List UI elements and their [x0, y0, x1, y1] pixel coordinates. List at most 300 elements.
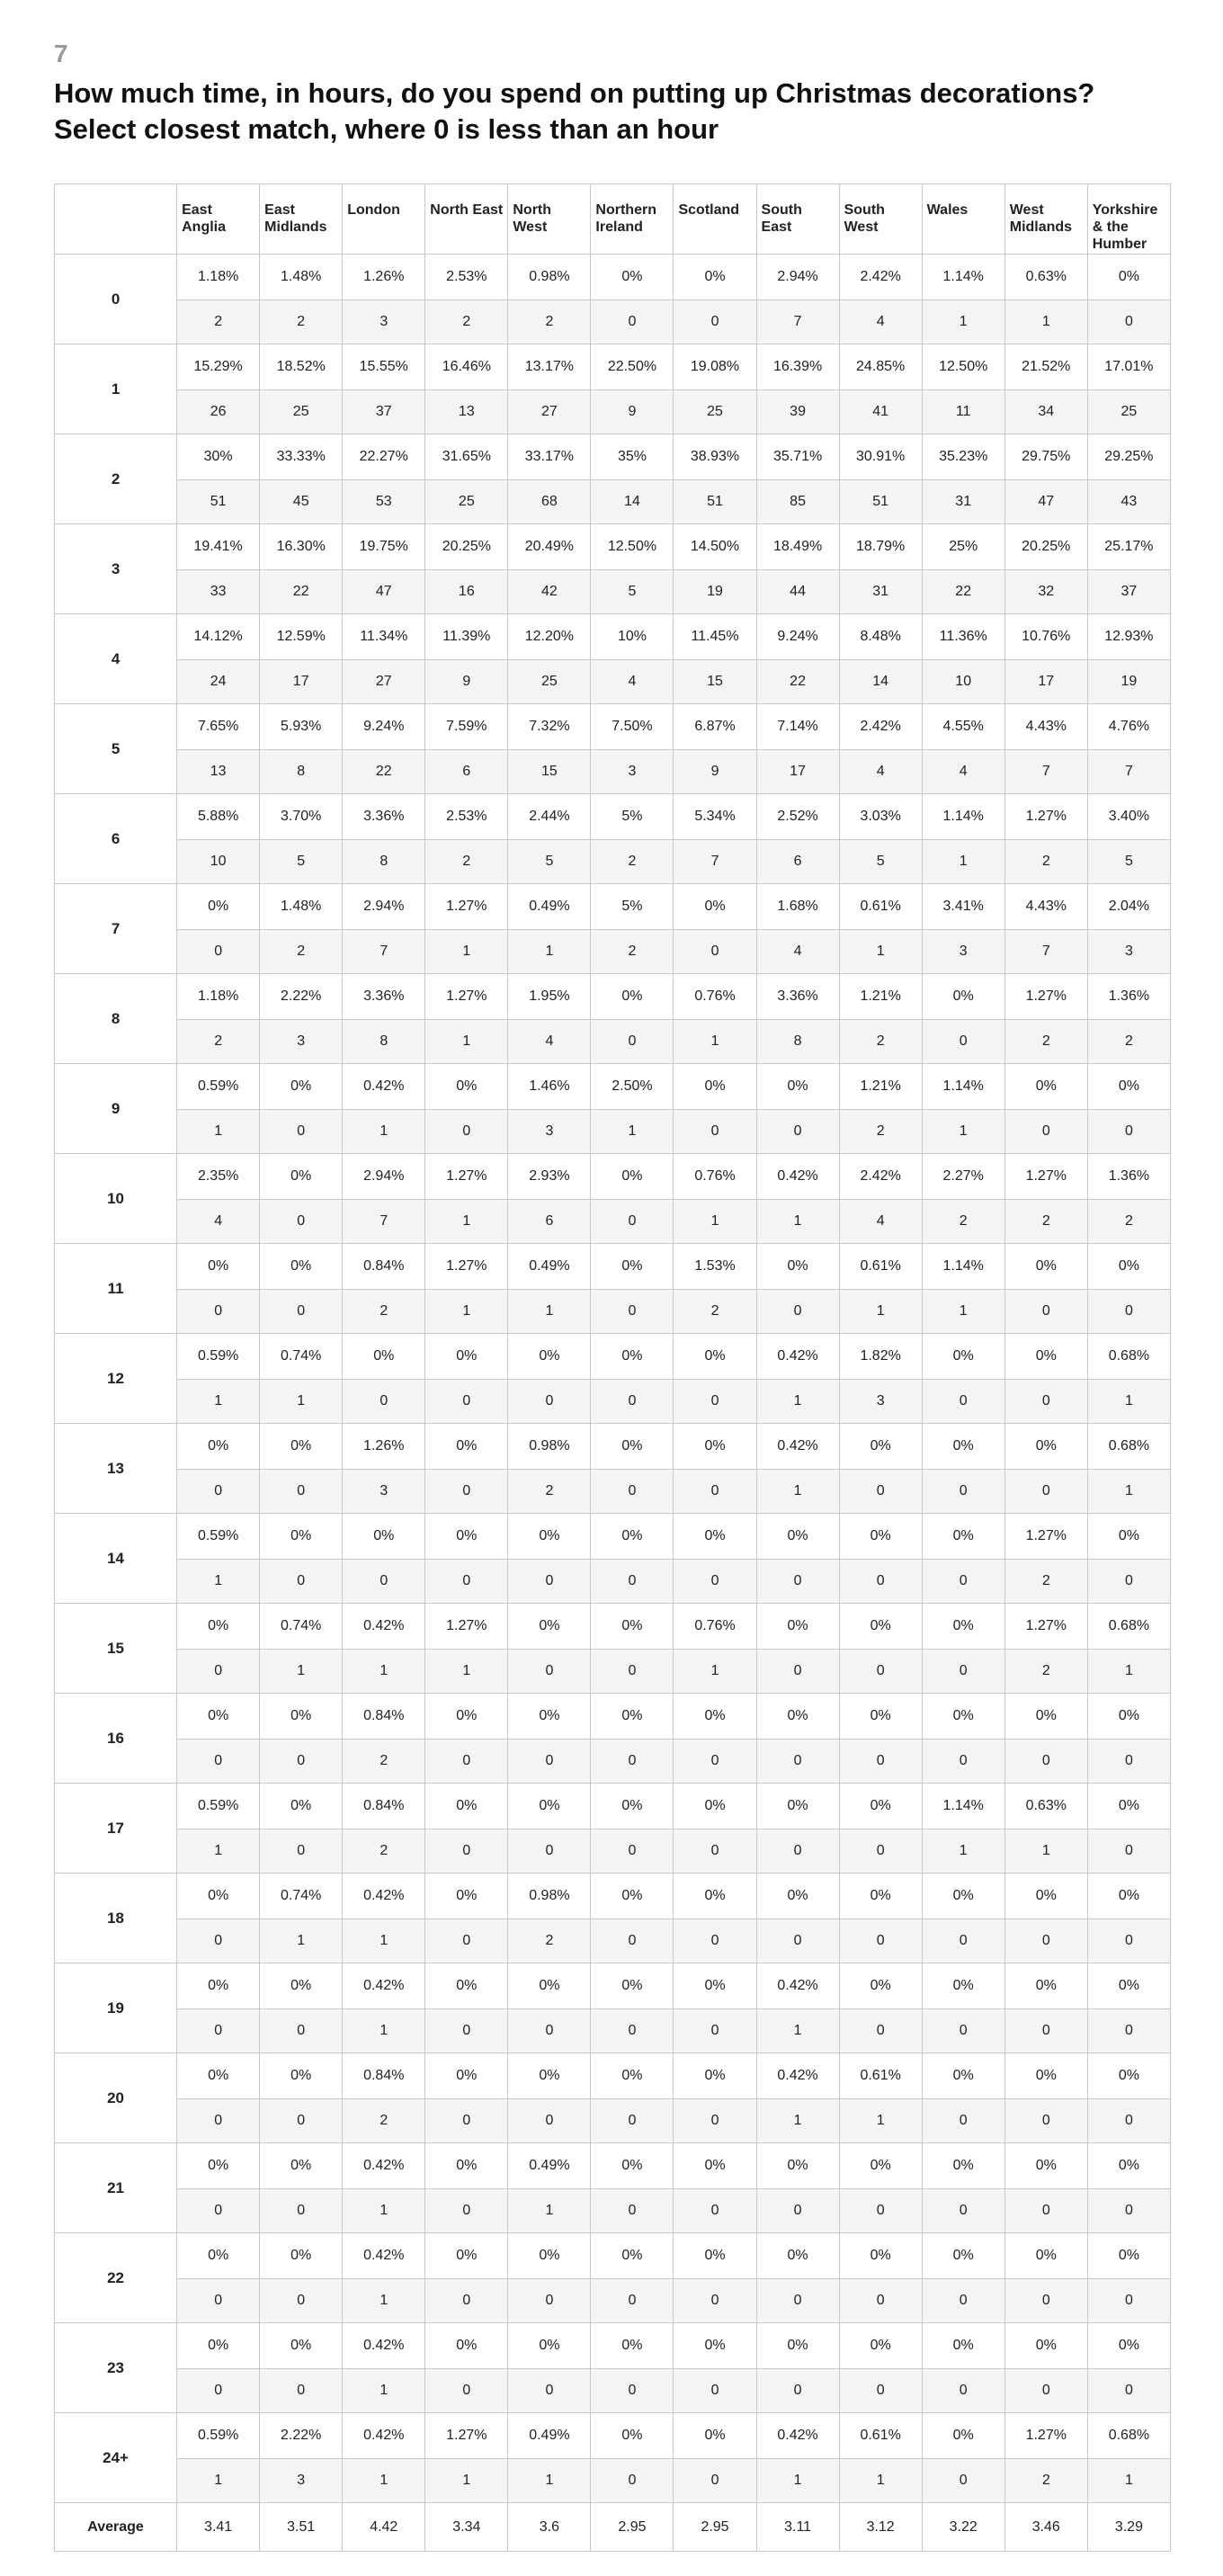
percent-cell: 0% — [756, 2323, 839, 2369]
percent-cell: 1.27% — [425, 1244, 508, 1290]
percent-cell: 0% — [839, 1694, 922, 1740]
percent-cell: 0% — [1004, 1424, 1087, 1470]
table-row — [55, 1110, 1171, 1154]
count-cell: 1 — [839, 2459, 922, 2503]
table-row — [55, 480, 1171, 524]
count-cell: 0 — [839, 1740, 922, 1784]
percent-cell: 0% — [591, 1424, 674, 1470]
percent-cell: 1.14% — [922, 1064, 1004, 1110]
percent-cell: 0% — [260, 1244, 343, 1290]
percent-cell: 1.48% — [260, 884, 343, 930]
table-row — [55, 794, 1171, 840]
count-cell: 0 — [674, 2009, 756, 2053]
percent-cell: 12.93% — [1087, 614, 1170, 660]
percent-cell: 0% — [591, 2053, 674, 2099]
count-cell: 0 — [177, 1740, 260, 1784]
count-cell: 0 — [922, 1650, 1004, 1694]
count-cell: 0 — [922, 1380, 1004, 1424]
percent-cell: 0% — [425, 1334, 508, 1380]
percent-cell: 0% — [260, 1424, 343, 1470]
count-cell: 0 — [922, 2369, 1004, 2413]
count-cell: 0 — [1004, 1740, 1087, 1784]
percent-cell: 0% — [177, 1604, 260, 1650]
count-cell: 1 — [756, 1200, 839, 1244]
count-cell: 24 — [177, 660, 260, 704]
table-row — [55, 1290, 1171, 1334]
table-row — [55, 1874, 1171, 1919]
count-cell: 0 — [839, 1919, 922, 1963]
percent-cell: 2.53% — [425, 255, 508, 300]
percent-cell: 0% — [839, 2143, 922, 2189]
count-cell: 10 — [922, 660, 1004, 704]
count-cell: 5 — [591, 570, 674, 614]
percent-cell: 19.08% — [674, 344, 756, 390]
percent-cell: 0% — [591, 1874, 674, 1919]
count-cell: 2 — [1087, 1200, 1170, 1244]
percent-cell: 1.48% — [260, 255, 343, 300]
count-cell: 7 — [756, 300, 839, 344]
row-label: 8 — [55, 974, 177, 1064]
count-cell: 1 — [343, 2369, 425, 2413]
count-cell: 0 — [839, 2189, 922, 2233]
percent-cell: 1.27% — [1004, 1514, 1087, 1560]
column-header: South East — [756, 184, 839, 255]
percent-cell: 1.21% — [839, 974, 922, 1020]
percent-cell: 1.27% — [425, 1604, 508, 1650]
count-cell: 0 — [425, 2189, 508, 2233]
percent-cell: 6.87% — [674, 704, 756, 750]
count-cell: 0 — [508, 2279, 591, 2323]
count-cell: 14 — [591, 480, 674, 524]
percent-cell: 2.27% — [922, 1154, 1004, 1200]
count-cell: 1 — [839, 1290, 922, 1334]
percent-cell: 14.12% — [177, 614, 260, 660]
count-cell: 3 — [260, 2459, 343, 2503]
table-row — [55, 524, 1171, 570]
percent-cell: 35.71% — [756, 434, 839, 480]
percent-cell: 0% — [674, 884, 756, 930]
count-cell: 0 — [756, 1919, 839, 1963]
count-cell: 0 — [425, 2279, 508, 2323]
percent-cell: 0% — [508, 1784, 591, 1829]
percent-cell: 0% — [260, 1963, 343, 2009]
row-label: 14 — [55, 1514, 177, 1604]
percent-cell: 0% — [674, 255, 756, 300]
percent-cell: 0% — [922, 974, 1004, 1020]
count-cell: 0 — [177, 2189, 260, 2233]
percent-cell: 1.27% — [1004, 2413, 1087, 2459]
percent-cell: 25% — [922, 524, 1004, 570]
percent-cell: 2.22% — [260, 2413, 343, 2459]
percent-cell: 0.49% — [508, 2413, 591, 2459]
percent-cell: 0% — [756, 1694, 839, 1740]
percent-cell: 2.42% — [839, 704, 922, 750]
count-cell: 0 — [1087, 1829, 1170, 1874]
count-cell: 1 — [922, 1829, 1004, 1874]
count-cell: 0 — [591, 1560, 674, 1604]
percent-cell: 19.41% — [177, 524, 260, 570]
percent-cell: 0.98% — [508, 255, 591, 300]
percent-cell: 1.95% — [508, 974, 591, 1020]
percent-cell: 11.36% — [922, 614, 1004, 660]
row-label: 17 — [55, 1784, 177, 1874]
count-cell: 1 — [177, 1829, 260, 1874]
count-cell: 1 — [1087, 2459, 1170, 2503]
percent-cell: 0% — [839, 1784, 922, 1829]
count-cell: 0 — [1087, 1290, 1170, 1334]
count-cell: 0 — [674, 1470, 756, 1514]
count-cell: 0 — [674, 2279, 756, 2323]
count-cell: 3 — [343, 1470, 425, 1514]
count-cell: 4 — [839, 750, 922, 794]
count-cell: 0 — [1087, 1919, 1170, 1963]
count-cell: 0 — [177, 2369, 260, 2413]
count-cell: 6 — [508, 1200, 591, 1244]
count-cell: 0 — [1004, 1470, 1087, 1514]
percent-cell: 0.74% — [260, 1604, 343, 1650]
count-cell: 4 — [922, 750, 1004, 794]
percent-cell: 0% — [591, 2323, 674, 2369]
percent-cell: 0% — [674, 1963, 756, 2009]
percent-cell: 2.04% — [1087, 884, 1170, 930]
count-cell: 1 — [177, 1560, 260, 1604]
count-cell: 0 — [591, 2459, 674, 2503]
count-cell: 0 — [177, 1650, 260, 1694]
count-cell: 68 — [508, 480, 591, 524]
percent-cell: 5.34% — [674, 794, 756, 840]
percent-cell: 5.88% — [177, 794, 260, 840]
table-row — [55, 1560, 1171, 1604]
count-cell: 0 — [922, 1919, 1004, 1963]
table-row — [55, 1424, 1171, 1470]
table-row — [55, 2369, 1171, 2413]
table-row — [55, 2413, 1171, 2459]
percent-cell: 0% — [674, 2233, 756, 2279]
percent-cell: 0% — [1004, 1874, 1087, 1919]
table-row — [55, 2233, 1171, 2279]
count-cell: 2 — [1004, 1650, 1087, 1694]
percent-cell: 17.01% — [1087, 344, 1170, 390]
percent-cell: 0% — [425, 2053, 508, 2099]
percent-cell: 0% — [1087, 1514, 1170, 1560]
column-header: West Midlands — [1004, 184, 1087, 255]
table-row — [55, 390, 1171, 434]
count-cell: 0 — [591, 2099, 674, 2143]
percent-cell: 1.21% — [839, 1064, 922, 1110]
percent-cell: 0% — [343, 1334, 425, 1380]
percent-cell: 0% — [1004, 2143, 1087, 2189]
count-cell: 0 — [922, 2099, 1004, 2143]
count-cell: 0 — [591, 2009, 674, 2053]
count-cell: 1 — [922, 840, 1004, 884]
count-cell: 8 — [343, 840, 425, 884]
percent-cell: 0% — [1087, 1244, 1170, 1290]
row-label: Average — [55, 2503, 177, 2552]
percent-cell: 20.25% — [1004, 524, 1087, 570]
count-cell: 0 — [508, 2369, 591, 2413]
count-cell: 17 — [1004, 660, 1087, 704]
row-label: 5 — [55, 704, 177, 794]
percent-cell: 0% — [1087, 1784, 1170, 1829]
count-cell: 0 — [674, 930, 756, 974]
percent-cell: 29.75% — [1004, 434, 1087, 480]
count-cell: 0 — [1004, 2279, 1087, 2323]
table-row — [55, 1334, 1171, 1380]
table-row — [55, 2459, 1171, 2503]
count-cell: 1 — [1004, 300, 1087, 344]
row-label: 2 — [55, 434, 177, 524]
count-cell: 2 — [591, 930, 674, 974]
count-cell: 0 — [177, 2279, 260, 2323]
count-cell: 2 — [343, 1829, 425, 1874]
row-label: 24+ — [55, 2413, 177, 2503]
table-row — [55, 614, 1171, 660]
percent-cell: 2.94% — [343, 884, 425, 930]
count-cell: 1 — [674, 1020, 756, 1064]
count-cell: 1 — [177, 1380, 260, 1424]
percent-cell: 1.68% — [756, 884, 839, 930]
percent-cell: 0% — [591, 1154, 674, 1200]
percent-cell: 0% — [591, 2143, 674, 2189]
count-cell: 19 — [674, 570, 756, 614]
percent-cell: 0.84% — [343, 1784, 425, 1829]
count-cell: 0 — [1004, 1380, 1087, 1424]
count-cell: 25 — [674, 390, 756, 434]
count-cell: 0 — [922, 1560, 1004, 1604]
row-label: 18 — [55, 1874, 177, 1963]
percent-cell: 33.33% — [260, 434, 343, 480]
percent-cell: 0.84% — [343, 1694, 425, 1740]
column-header: Northern Ireland — [591, 184, 674, 255]
count-cell: 2 — [343, 1740, 425, 1784]
count-cell: 42 — [508, 570, 591, 614]
percent-cell: 0% — [425, 1784, 508, 1829]
count-cell: 3 — [343, 300, 425, 344]
count-cell: 1 — [425, 930, 508, 974]
percent-cell: 7.50% — [591, 704, 674, 750]
count-cell: 0 — [260, 1740, 343, 1784]
count-cell: 0 — [508, 1829, 591, 1874]
table-row — [55, 1244, 1171, 1290]
percent-cell: 0.59% — [177, 1064, 260, 1110]
count-cell: 22 — [922, 570, 1004, 614]
percent-cell: 0% — [425, 1424, 508, 1470]
count-cell: 1 — [343, 2459, 425, 2503]
count-cell: 34 — [1004, 390, 1087, 434]
table-row — [55, 750, 1171, 794]
count-cell: 7 — [674, 840, 756, 884]
percent-cell: 0% — [839, 1424, 922, 1470]
count-cell: 2 — [1087, 1020, 1170, 1064]
percent-cell: 0.42% — [756, 1154, 839, 1200]
percent-cell: 0% — [674, 1874, 756, 1919]
percent-cell: 0% — [839, 2323, 922, 2369]
average-cell: 3.51 — [260, 2503, 343, 2552]
percent-cell: 0% — [260, 1064, 343, 1110]
corner-cell — [55, 184, 177, 255]
count-cell: 0 — [922, 1740, 1004, 1784]
percent-cell: 0.59% — [177, 2413, 260, 2459]
count-cell: 1 — [839, 2099, 922, 2143]
count-cell: 3 — [591, 750, 674, 794]
percent-cell: 0% — [674, 2143, 756, 2189]
percent-cell: 3.40% — [1087, 794, 1170, 840]
percent-cell: 0% — [343, 1514, 425, 1560]
count-cell: 47 — [1004, 480, 1087, 524]
count-cell: 0 — [922, 2279, 1004, 2323]
percent-cell: 19.75% — [343, 524, 425, 570]
count-cell: 1 — [674, 1650, 756, 1694]
percent-cell: 1.27% — [1004, 794, 1087, 840]
count-cell: 1 — [674, 1200, 756, 1244]
percent-cell: 4.43% — [1004, 704, 1087, 750]
count-cell: 25 — [508, 660, 591, 704]
count-cell: 0 — [756, 2369, 839, 2413]
count-cell: 0 — [508, 2099, 591, 2143]
percent-cell: 0% — [177, 884, 260, 930]
percent-cell: 12.50% — [591, 524, 674, 570]
count-cell: 1 — [1087, 1380, 1170, 1424]
count-cell: 1 — [756, 2009, 839, 2053]
table-body — [55, 255, 1171, 2552]
percent-cell: 0% — [591, 974, 674, 1020]
percent-cell: 0% — [756, 1514, 839, 1560]
percent-cell: 18.49% — [756, 524, 839, 570]
count-cell: 0 — [1087, 1110, 1170, 1154]
count-cell: 6 — [425, 750, 508, 794]
column-header: North West — [508, 184, 591, 255]
table-row — [55, 2099, 1171, 2143]
column-header: Scotland — [674, 184, 756, 255]
percent-cell: 0% — [508, 1334, 591, 1380]
column-header: Yorkshire & the Humber — [1087, 184, 1170, 255]
percent-cell: 18.79% — [839, 524, 922, 570]
count-cell: 2 — [425, 840, 508, 884]
count-cell: 1 — [508, 1290, 591, 1334]
percent-cell: 0.59% — [177, 1334, 260, 1380]
count-cell: 0 — [425, 2099, 508, 2143]
percent-cell: 0% — [425, 2233, 508, 2279]
count-cell: 0 — [839, 1560, 922, 1604]
count-cell: 1 — [756, 1470, 839, 1514]
data-table — [54, 183, 1171, 2552]
count-cell: 1 — [922, 1110, 1004, 1154]
percent-cell: 0% — [177, 2053, 260, 2099]
percent-cell: 0% — [756, 1874, 839, 1919]
percent-cell: 0% — [260, 2233, 343, 2279]
count-cell: 11 — [922, 390, 1004, 434]
percent-cell: 0.42% — [756, 2053, 839, 2099]
percent-cell: 0% — [756, 1604, 839, 1650]
percent-cell: 3.41% — [922, 884, 1004, 930]
percent-cell: 0.42% — [343, 1064, 425, 1110]
count-cell: 0 — [1004, 2009, 1087, 2053]
percent-cell: 12.50% — [922, 344, 1004, 390]
count-cell: 14 — [839, 660, 922, 704]
count-cell: 0 — [591, 300, 674, 344]
count-cell: 33 — [177, 570, 260, 614]
percent-cell: 0% — [591, 2413, 674, 2459]
table-row — [55, 1784, 1171, 1829]
table-row — [55, 434, 1171, 480]
count-cell: 2 — [508, 1919, 591, 1963]
count-cell: 2 — [839, 1110, 922, 1154]
percent-cell: 0.49% — [508, 1244, 591, 1290]
count-cell: 2 — [839, 1020, 922, 1064]
count-cell: 0 — [756, 1560, 839, 1604]
count-cell: 0 — [508, 2009, 591, 2053]
count-cell: 5 — [839, 840, 922, 884]
percent-cell: 0% — [674, 1064, 756, 1110]
count-cell: 1 — [260, 1380, 343, 1424]
percent-cell: 1.36% — [1087, 974, 1170, 1020]
percent-cell: 0.42% — [756, 1334, 839, 1380]
count-cell: 1 — [343, 1650, 425, 1694]
percent-cell: 24.85% — [839, 344, 922, 390]
percent-cell: 0% — [922, 2143, 1004, 2189]
percent-cell: 2.94% — [343, 1154, 425, 1200]
count-cell: 0 — [260, 2009, 343, 2053]
count-cell: 15 — [508, 750, 591, 794]
percent-cell: 0.49% — [508, 884, 591, 930]
count-cell: 0 — [674, 1110, 756, 1154]
count-cell: 27 — [343, 660, 425, 704]
count-cell: 0 — [1004, 1110, 1087, 1154]
count-cell: 2 — [177, 1020, 260, 1064]
percent-cell: 2.35% — [177, 1154, 260, 1200]
percent-cell: 0.61% — [839, 884, 922, 930]
table-row — [55, 660, 1171, 704]
row-label: 6 — [55, 794, 177, 884]
count-cell: 0 — [756, 1110, 839, 1154]
count-cell: 0 — [1004, 1290, 1087, 1334]
count-cell: 0 — [260, 1470, 343, 1514]
count-cell: 1 — [425, 1200, 508, 1244]
count-cell: 0 — [1004, 2369, 1087, 2413]
row-label: 21 — [55, 2143, 177, 2233]
percent-cell: 0% — [839, 1874, 922, 1919]
column-header: Wales — [922, 184, 1004, 255]
count-cell: 0 — [674, 1829, 756, 1874]
percent-cell: 0.76% — [674, 1604, 756, 1650]
count-cell: 1 — [508, 2459, 591, 2503]
table-row — [55, 2189, 1171, 2233]
count-cell: 2 — [1004, 1020, 1087, 1064]
count-cell: 53 — [343, 480, 425, 524]
percent-cell: 10% — [591, 614, 674, 660]
count-cell: 0 — [343, 1380, 425, 1424]
percent-cell: 1.27% — [1004, 1154, 1087, 1200]
percent-cell: 0% — [508, 1514, 591, 1560]
count-cell: 0 — [591, 1740, 674, 1784]
count-cell: 1 — [343, 2009, 425, 2053]
percent-cell: 0% — [260, 1694, 343, 1740]
percent-cell: 0.42% — [343, 2143, 425, 2189]
row-label: 20 — [55, 2053, 177, 2143]
percent-cell: 0.42% — [343, 2413, 425, 2459]
count-cell: 47 — [343, 570, 425, 614]
percent-cell: 0% — [674, 2413, 756, 2459]
percent-cell: 4.55% — [922, 704, 1004, 750]
table-row — [55, 255, 1171, 300]
percent-cell: 22.50% — [591, 344, 674, 390]
average-cell: 3.34 — [425, 2503, 508, 2552]
percent-cell: 21.52% — [1004, 344, 1087, 390]
count-cell: 0 — [591, 1200, 674, 1244]
percent-cell: 0% — [756, 1064, 839, 1110]
count-cell: 43 — [1087, 480, 1170, 524]
percent-cell: 0% — [922, 1604, 1004, 1650]
